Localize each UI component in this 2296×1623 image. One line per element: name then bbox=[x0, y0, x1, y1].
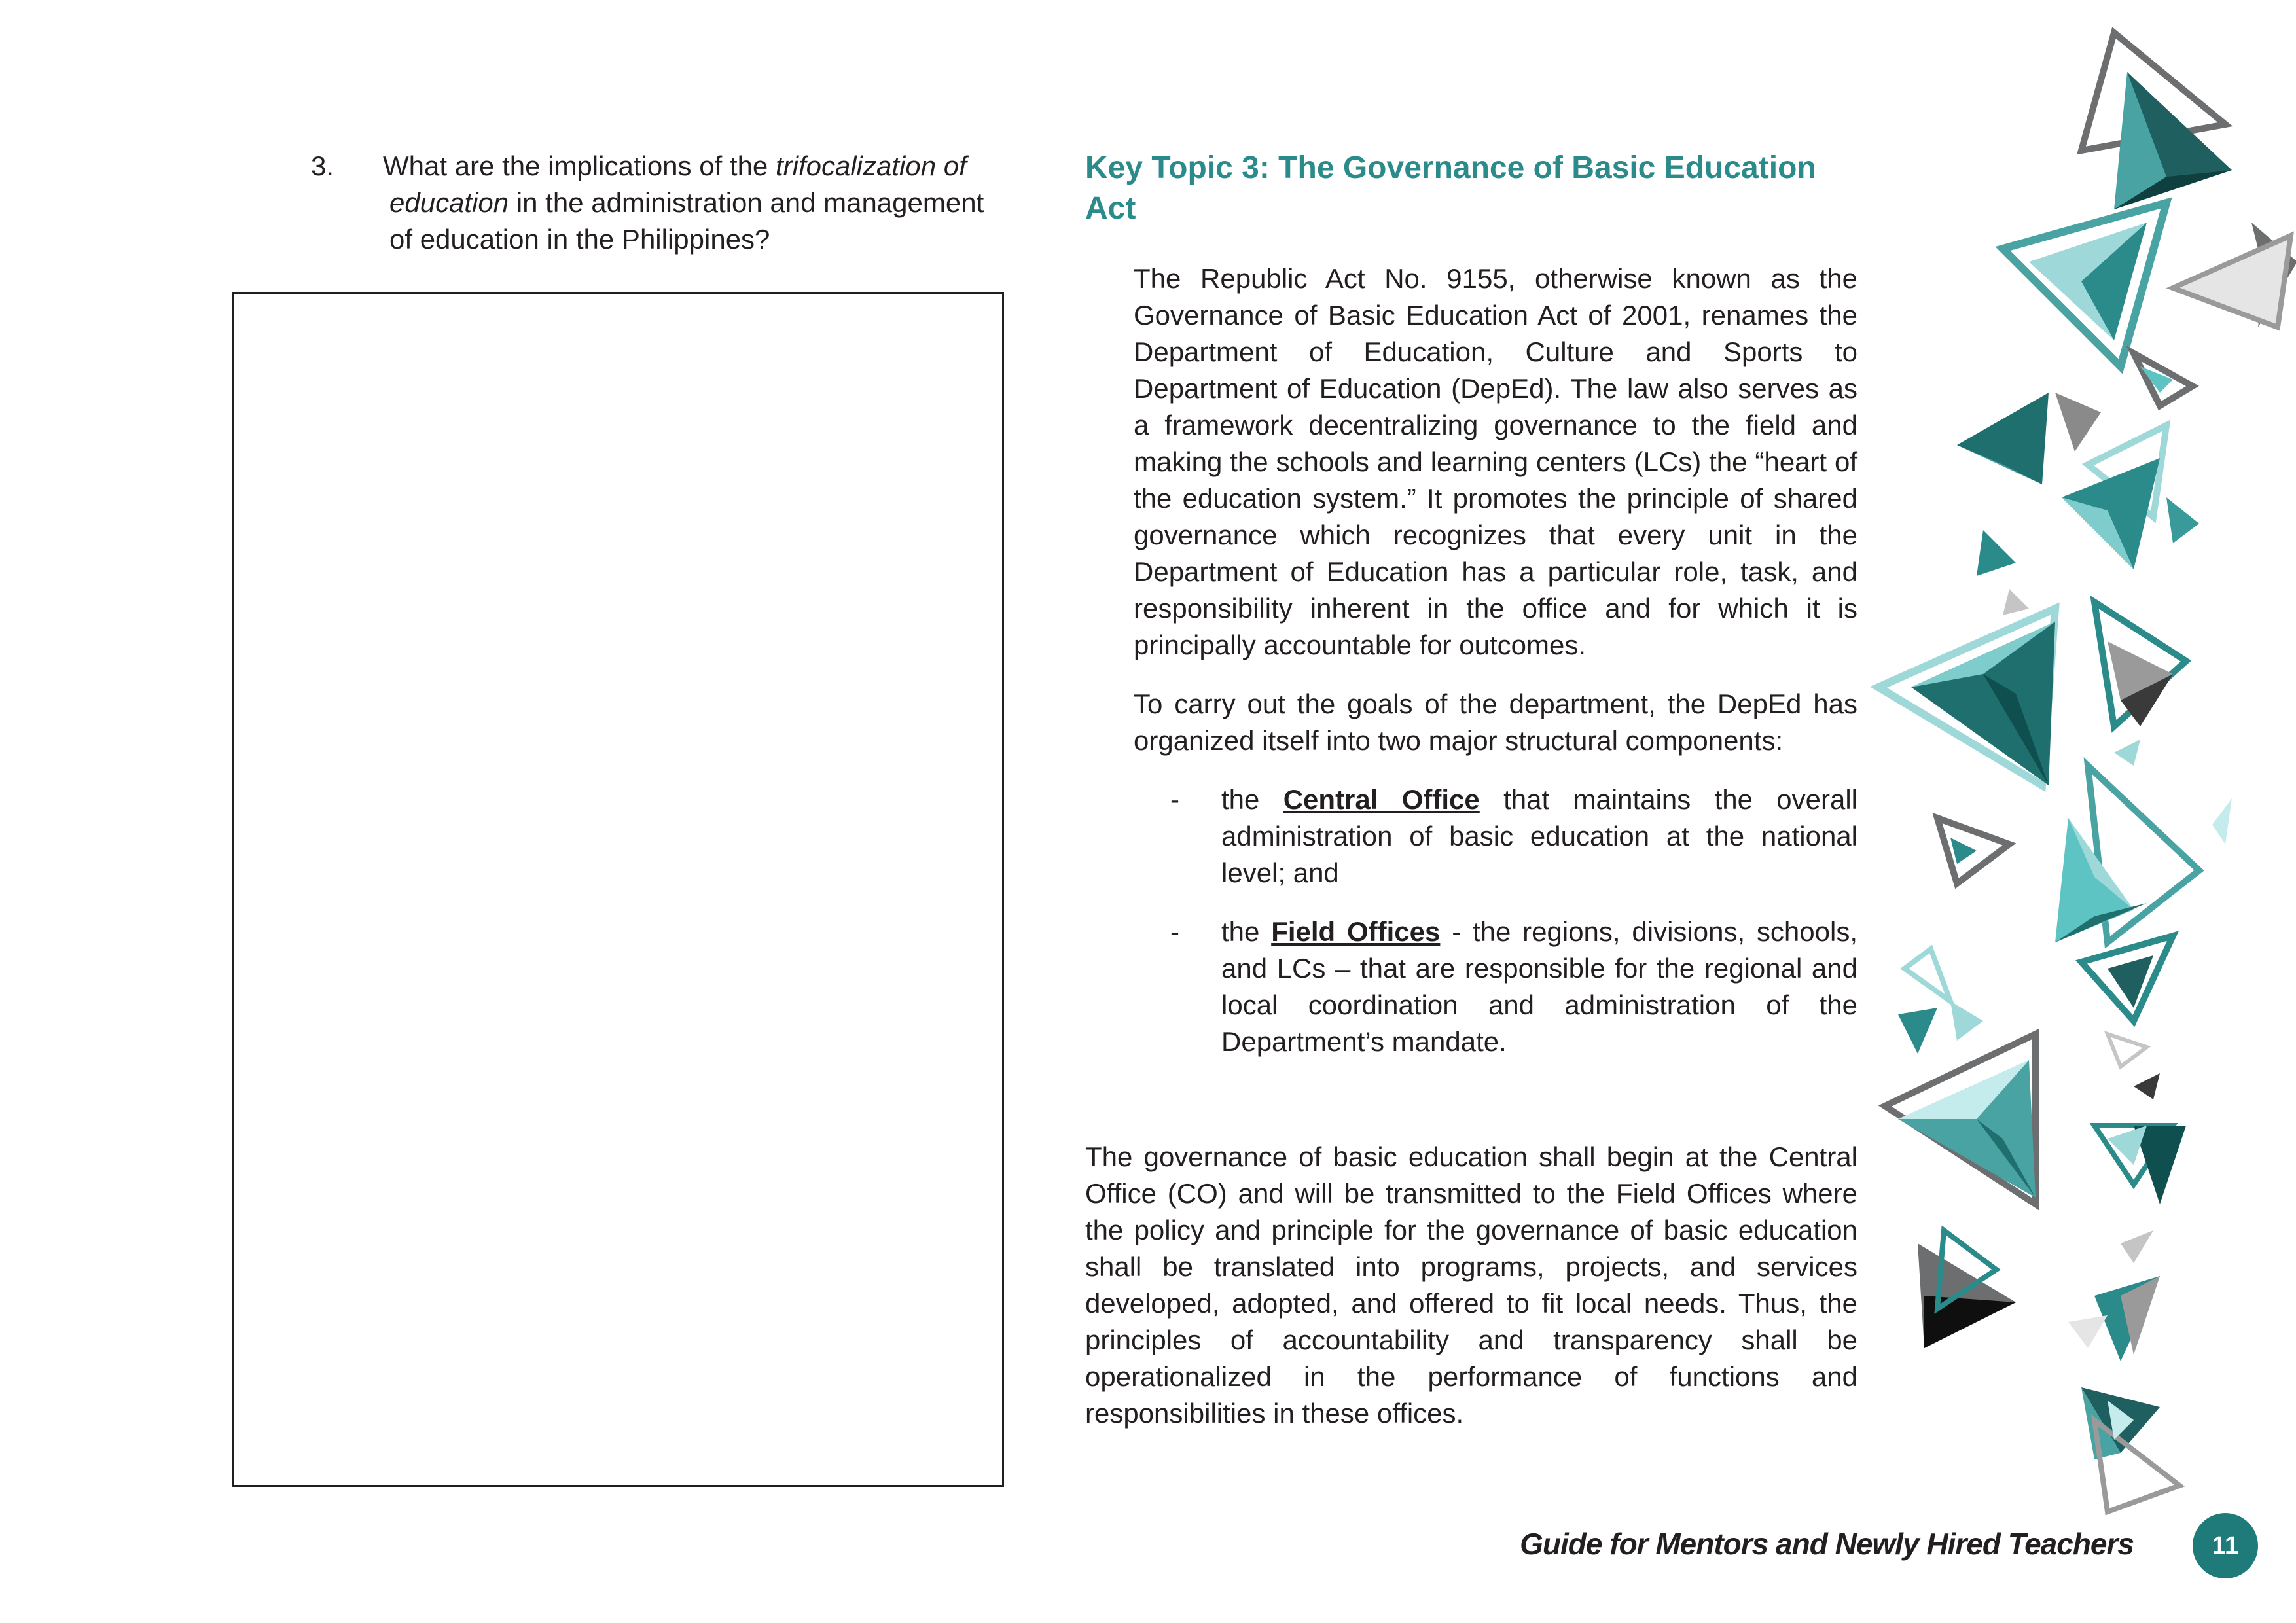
question-text: What are the implications of the trifocalization of education in the administration and management of education in the Philippines? bbox=[383, 151, 984, 255]
footer-guide-title: Guide for Mentors and Newly Hired Teachers bbox=[1520, 1527, 2134, 1561]
key-topic-body bbox=[1134, 260, 1857, 1082]
closing-paragraph: The governance of basic education shall begin at the Central Office (CO) and will be transmitted to the Field Offices where the policy and principle for the governance of basic education shall be translated into programs, projects, and services developed, adopted, and offered to fit local needs. Thus, the principles of accountability and transparency shall be operationalized in the performance of functions and responsibilities in these offices. bbox=[1085, 1141, 1857, 1429]
paragraph-2: To carry out the goals of the department, the DepEd has organized itself into two major structural components: bbox=[1134, 688, 1857, 756]
structural-components-list bbox=[1134, 781, 1857, 1060]
paragraph-1: The Republic Act No. 9155, otherwise known as the Governance of Basic Education Act of 2001, renames the Department of Education, Culture and Sports to Department of Education (DepEd). The law also serves as a framework decentralizing governance to the field and making the schools and learning centers (LCs) the “heart of the education system.” It promotes the principle of shared governance which recognizes that every unit in the Department of Education has a particular role, task, and responsibility inherent in the office and for which it is principally accountable for outcomes. bbox=[1134, 263, 1857, 660]
page-number-badge: 11 bbox=[2193, 1513, 2258, 1578]
list-item-field-offices: - the Field Offices - the regions, divisions, schools, and LCs – that are responsible for the regional and local coordination and administration of the Department’s mandate. bbox=[1170, 916, 1857, 1057]
question-number: 3. bbox=[311, 151, 334, 181]
answer-box[interactable] bbox=[232, 292, 1004, 1487]
question-3 bbox=[311, 148, 1011, 258]
decorative-triangles bbox=[1859, 13, 2296, 1544]
term-central-office: Central Office bbox=[1283, 784, 1480, 815]
term-field-offices: Field Offices bbox=[1271, 916, 1441, 947]
list-item-central-office: - the Central Office that maintains the overall administration of basic education at the national level; and bbox=[1170, 784, 1857, 888]
key-topic-title: Key Topic 3: The Governance of Basic Education Act bbox=[1085, 151, 1816, 226]
